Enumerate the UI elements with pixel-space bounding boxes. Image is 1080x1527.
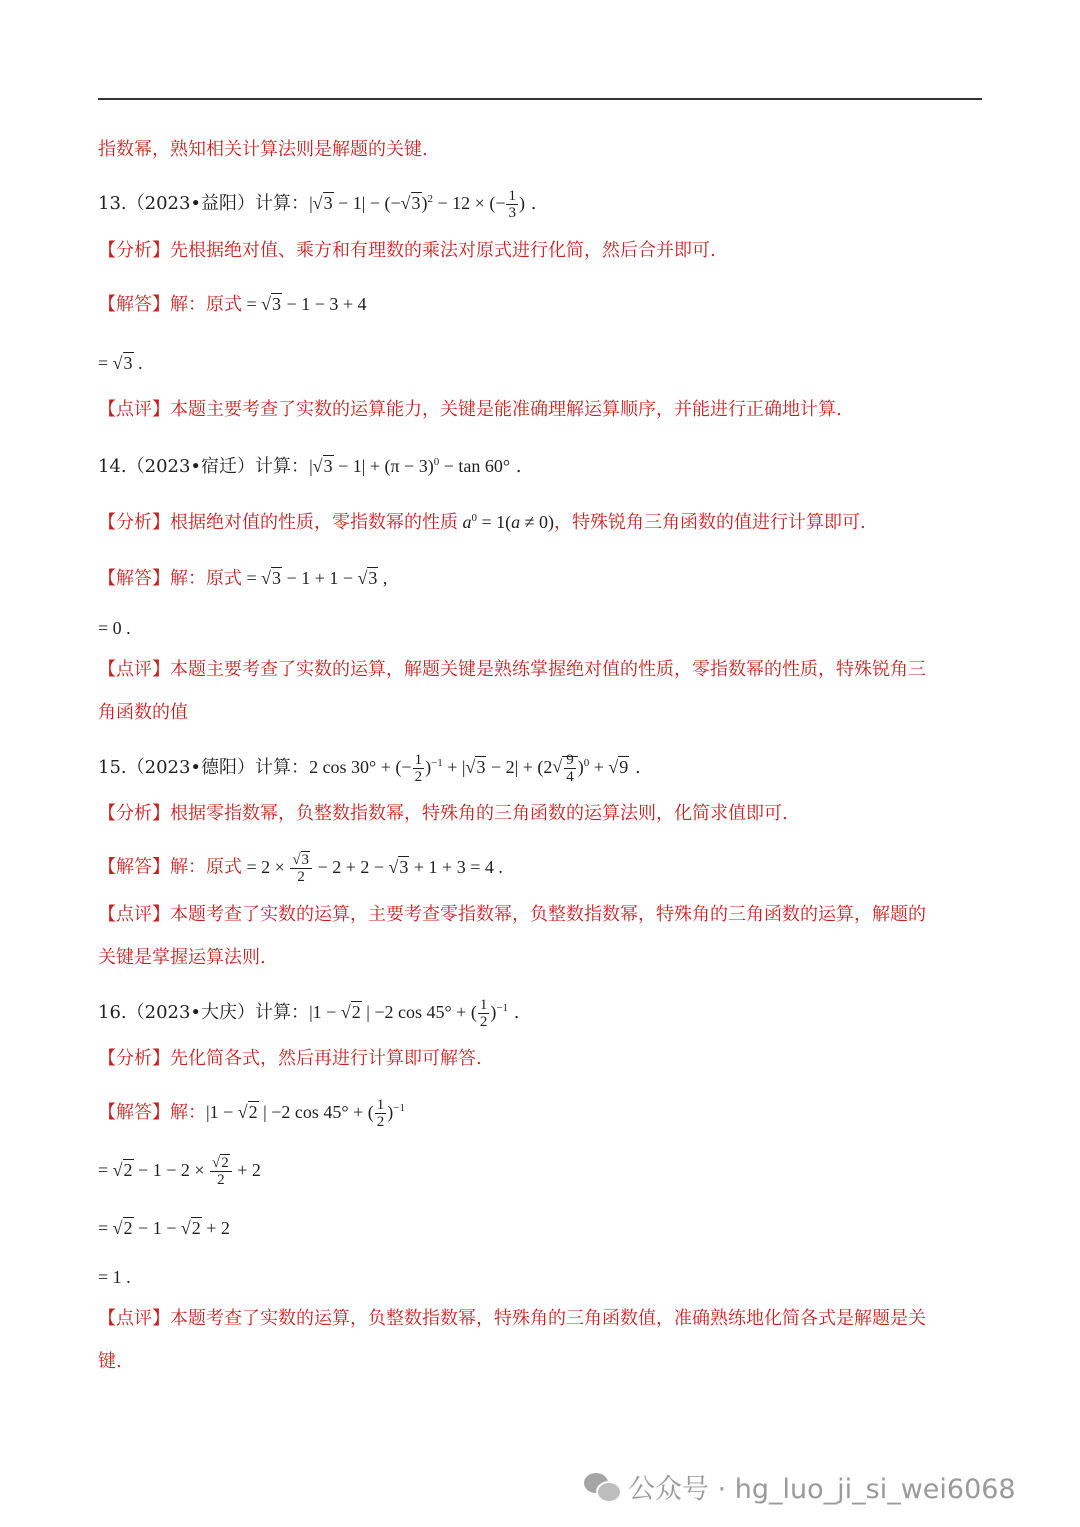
q15-stem: 15.（2023•德阳）计算：2 cos 30° + (− $\frac{1}{2}$ )$^{-1}$ + |√3 − 2| + (2√ $\frac{9}{4}$ )$^0$ + √9 . (98, 752, 641, 786)
q16-answer: 【解答】解：|1 − √2 | −2 cos 45° + ( $\frac{1}{2}$ )$^{-1}$ (98, 1097, 405, 1131)
header-rule (98, 98, 982, 100)
wechat-icon (584, 1471, 620, 1501)
watermark (584, 1466, 1016, 1506)
q14-analysis: 【分析】根据绝对值的性质，零指数幂的性质 $a^0 = 1(a \ne 0)$，特殊锐角三角函数的值进行计算即可. (98, 512, 866, 533)
q15-comment-line2: 关键是掌握运算法则. (98, 947, 266, 968)
q13-comment: 【点评】本题主要考查了实数的运算能力，关键是能准确理解运算顺序，并能进行正确地计算. (98, 399, 842, 420)
prev-solution-tail: 指数幂，熟知相关计算法则是解题的关键. (98, 139, 428, 160)
q15-analysis: 【分析】根据零指数幂，负整数指数幂，特殊角的三角函数的运算法则，化简求值即可. (98, 803, 788, 824)
q14-answer: 【解答】解：原式 = √3 − 1 + 1 − √3 , (98, 568, 388, 589)
q14-stem: 14.（2023•宿迁）计算：$|√3 - 1| + (\pi - 3)^0 - \tan 60^\circ$ . (98, 456, 522, 477)
q13-analysis: 【分析】先根据绝对值、乘方和有理数的乘法对原式进行化简，然后合并即可. (98, 240, 716, 261)
q16-stem: 16.（2023•大庆）计算：|1 − √2 | −2 cos 45° + ( $\frac{1}{2}$ )$^{-1}$ . (98, 997, 520, 1031)
q13-answer: 【解答】解：原式 = √3 − 1 − 3 + 4 (98, 294, 367, 315)
watermark-text: 公众号 · hg_luo_ji_si_wei6068 (628, 1473, 1016, 1505)
q15-comment-line1: 【点评】本题考查了实数的运算，主要考查零指数幂，负整数指数幂，特殊角的三角函数的运算，解题的 (98, 904, 926, 925)
q14-comment-line1: 【点评】本题主要考查了实数的运算，解题关键是熟练掌握绝对值的性质，零指数幂的性质，特殊锐角三 (98, 659, 926, 680)
q16-comment-line1: 【点评】本题考查了实数的运算，负整数指数幂，特殊角的三角函数值，准确熟练地化简各式是解题是关 (98, 1308, 926, 1329)
q16-analysis: 【分析】先化简各式，然后再进行计算即可解答. (98, 1048, 482, 1069)
q13-stem: 13.（2023•益阳）计算：$|√3 - 1| - (-√3)^2 - 12$ × (− $\frac{1}{3}$ ) . (98, 188, 537, 222)
q14-answer-result: = 0 . (98, 618, 131, 638)
q16-comment-line2: 键. (98, 1351, 122, 1372)
q14-comment-line2: 角函数的值 (98, 702, 188, 723)
q13-answer-result: = √3 . (98, 353, 143, 373)
q16-step1: = √2 − 1 − 2 × $\frac{√2}{2}$ + 2 (98, 1155, 261, 1188)
q15-answer: 【解答】解：原式 = 2 × $\frac{√3}{2}$ − 2 + 2 − √3 + 1 + 3 = 4 . (98, 852, 503, 885)
q16-result: = 1 . (98, 1267, 131, 1287)
q16-step2: = √2 − 1 − √2 + 2 (98, 1218, 230, 1238)
